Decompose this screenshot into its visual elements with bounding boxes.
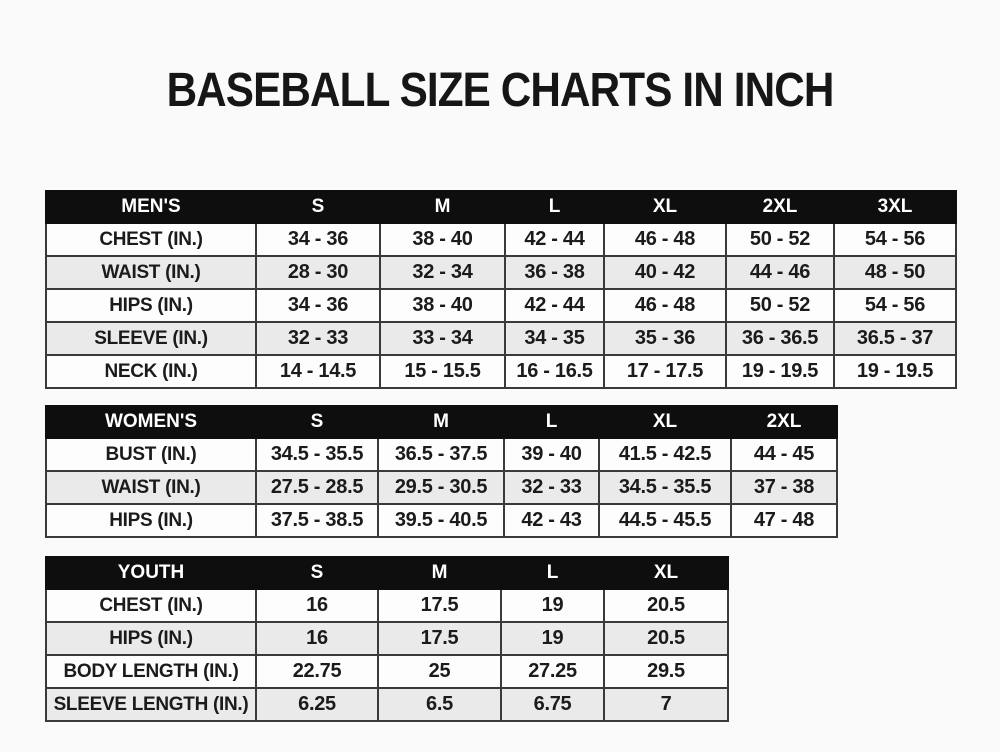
value-cell: 34 - 36: [256, 289, 380, 322]
value-cell: 17 - 17.5: [604, 355, 726, 388]
value-cell: 32 - 33: [504, 471, 599, 504]
measurement-label-cell: BODY LENGTH (IN.): [46, 655, 256, 688]
value-cell: 32 - 34: [380, 256, 505, 289]
table-row: [46, 223, 956, 256]
value-cell: 54 - 56: [834, 289, 956, 322]
size-header-cell: S: [256, 406, 378, 438]
table-row: [46, 471, 837, 504]
value-cell: 36.5 - 37: [834, 322, 956, 355]
measurement-label-cell: CHEST (IN.): [46, 589, 256, 622]
value-cell: 44.5 - 45.5: [599, 504, 731, 537]
group-header-cell: MEN'S: [46, 191, 256, 223]
value-cell: 50 - 52: [726, 289, 834, 322]
value-cell: 16: [256, 622, 378, 655]
value-cell: 42 - 44: [505, 223, 604, 256]
measurement-label-cell: HIPS (IN.): [46, 622, 256, 655]
table-row: [46, 256, 956, 289]
value-cell: 42 - 43: [504, 504, 599, 537]
value-cell: 50 - 52: [726, 223, 834, 256]
size-header-cell: 2XL: [726, 191, 834, 223]
value-cell: 20.5: [604, 589, 728, 622]
value-cell: 41.5 - 42.5: [599, 438, 731, 471]
value-cell: 6.75: [501, 688, 604, 721]
value-cell: 20.5: [604, 622, 728, 655]
measurement-label-cell: SLEEVE (IN.): [46, 322, 256, 355]
size-header-cell: XL: [604, 557, 728, 589]
value-cell: 29.5: [604, 655, 728, 688]
size-table-womens: [45, 405, 838, 538]
value-cell: 6.25: [256, 688, 378, 721]
value-cell: 29.5 - 30.5: [378, 471, 504, 504]
size-header-cell: XL: [604, 191, 726, 223]
size-header-cell: S: [256, 191, 380, 223]
value-cell: 40 - 42: [604, 256, 726, 289]
table-row: [46, 355, 956, 388]
value-cell: 34.5 - 35.5: [256, 438, 378, 471]
table-row: [46, 504, 837, 537]
measurement-label-cell: BUST (IN.): [46, 438, 256, 471]
table-header-row: [46, 406, 837, 438]
table-row: [46, 289, 956, 322]
value-cell: 48 - 50: [834, 256, 956, 289]
table-row: [46, 688, 728, 721]
value-cell: 36 - 38: [505, 256, 604, 289]
value-cell: 36.5 - 37.5: [378, 438, 504, 471]
measurement-label-cell: HIPS (IN.): [46, 504, 256, 537]
table-row: [46, 589, 728, 622]
measurement-label-cell: CHEST (IN.): [46, 223, 256, 256]
size-table-youth: [45, 556, 729, 722]
size-header-cell: 2XL: [731, 406, 837, 438]
value-cell: 19 - 19.5: [726, 355, 834, 388]
size-header-cell: M: [380, 191, 505, 223]
value-cell: 16: [256, 589, 378, 622]
table-row: [46, 322, 956, 355]
value-cell: 44 - 46: [726, 256, 834, 289]
measurement-label-cell: NECK (IN.): [46, 355, 256, 388]
value-cell: 42 - 44: [505, 289, 604, 322]
size-header-cell: M: [378, 406, 504, 438]
measurement-label-cell: SLEEVE LENGTH (IN.): [46, 688, 256, 721]
size-header-cell: S: [256, 557, 378, 589]
value-cell: 47 - 48: [731, 504, 837, 537]
page-title: BASEBALL SIZE CHARTS IN INCH: [166, 64, 834, 117]
table-row: [46, 622, 728, 655]
size-header-cell: XL: [599, 406, 731, 438]
value-cell: 39.5 - 40.5: [378, 504, 504, 537]
size-header-cell: 3XL: [834, 191, 956, 223]
value-cell: 37.5 - 38.5: [256, 504, 378, 537]
value-cell: 22.75: [256, 655, 378, 688]
value-cell: 33 - 34: [380, 322, 505, 355]
value-cell: 17.5: [378, 622, 501, 655]
value-cell: 34 - 35: [505, 322, 604, 355]
group-header-cell: YOUTH: [46, 557, 256, 589]
measurement-label-cell: WAIST (IN.): [46, 471, 256, 504]
value-cell: 54 - 56: [834, 223, 956, 256]
value-cell: 32 - 33: [256, 322, 380, 355]
size-table-mens: [45, 190, 957, 389]
measurement-label-cell: HIPS (IN.): [46, 289, 256, 322]
value-cell: 19 - 19.5: [834, 355, 956, 388]
value-cell: 7: [604, 688, 728, 721]
value-cell: 6.5: [378, 688, 501, 721]
table-row: [46, 655, 728, 688]
value-cell: 16 - 16.5: [505, 355, 604, 388]
measurement-label-cell: WAIST (IN.): [46, 256, 256, 289]
value-cell: 38 - 40: [380, 223, 505, 256]
group-header-cell: WOMEN'S: [46, 406, 256, 438]
value-cell: 44 - 45: [731, 438, 837, 471]
value-cell: 17.5: [378, 589, 501, 622]
value-cell: 14 - 14.5: [256, 355, 380, 388]
value-cell: 35 - 36: [604, 322, 726, 355]
value-cell: 34 - 36: [256, 223, 380, 256]
size-header-cell: L: [505, 191, 604, 223]
table-header-row: [46, 557, 728, 589]
value-cell: 28 - 30: [256, 256, 380, 289]
value-cell: 36 - 36.5: [726, 322, 834, 355]
value-cell: 38 - 40: [380, 289, 505, 322]
value-cell: 19: [501, 589, 604, 622]
value-cell: 37 - 38: [731, 471, 837, 504]
size-header-cell: M: [378, 557, 501, 589]
value-cell: 46 - 48: [604, 223, 726, 256]
table-row: [46, 438, 837, 471]
value-cell: 34.5 - 35.5: [599, 471, 731, 504]
value-cell: 46 - 48: [604, 289, 726, 322]
value-cell: 19: [501, 622, 604, 655]
size-header-cell: L: [504, 406, 599, 438]
table-header-row: [46, 191, 956, 223]
value-cell: 15 - 15.5: [380, 355, 505, 388]
value-cell: 39 - 40: [504, 438, 599, 471]
size-header-cell: L: [501, 557, 604, 589]
value-cell: 25: [378, 655, 501, 688]
value-cell: 27.5 - 28.5: [256, 471, 378, 504]
value-cell: 27.25: [501, 655, 604, 688]
